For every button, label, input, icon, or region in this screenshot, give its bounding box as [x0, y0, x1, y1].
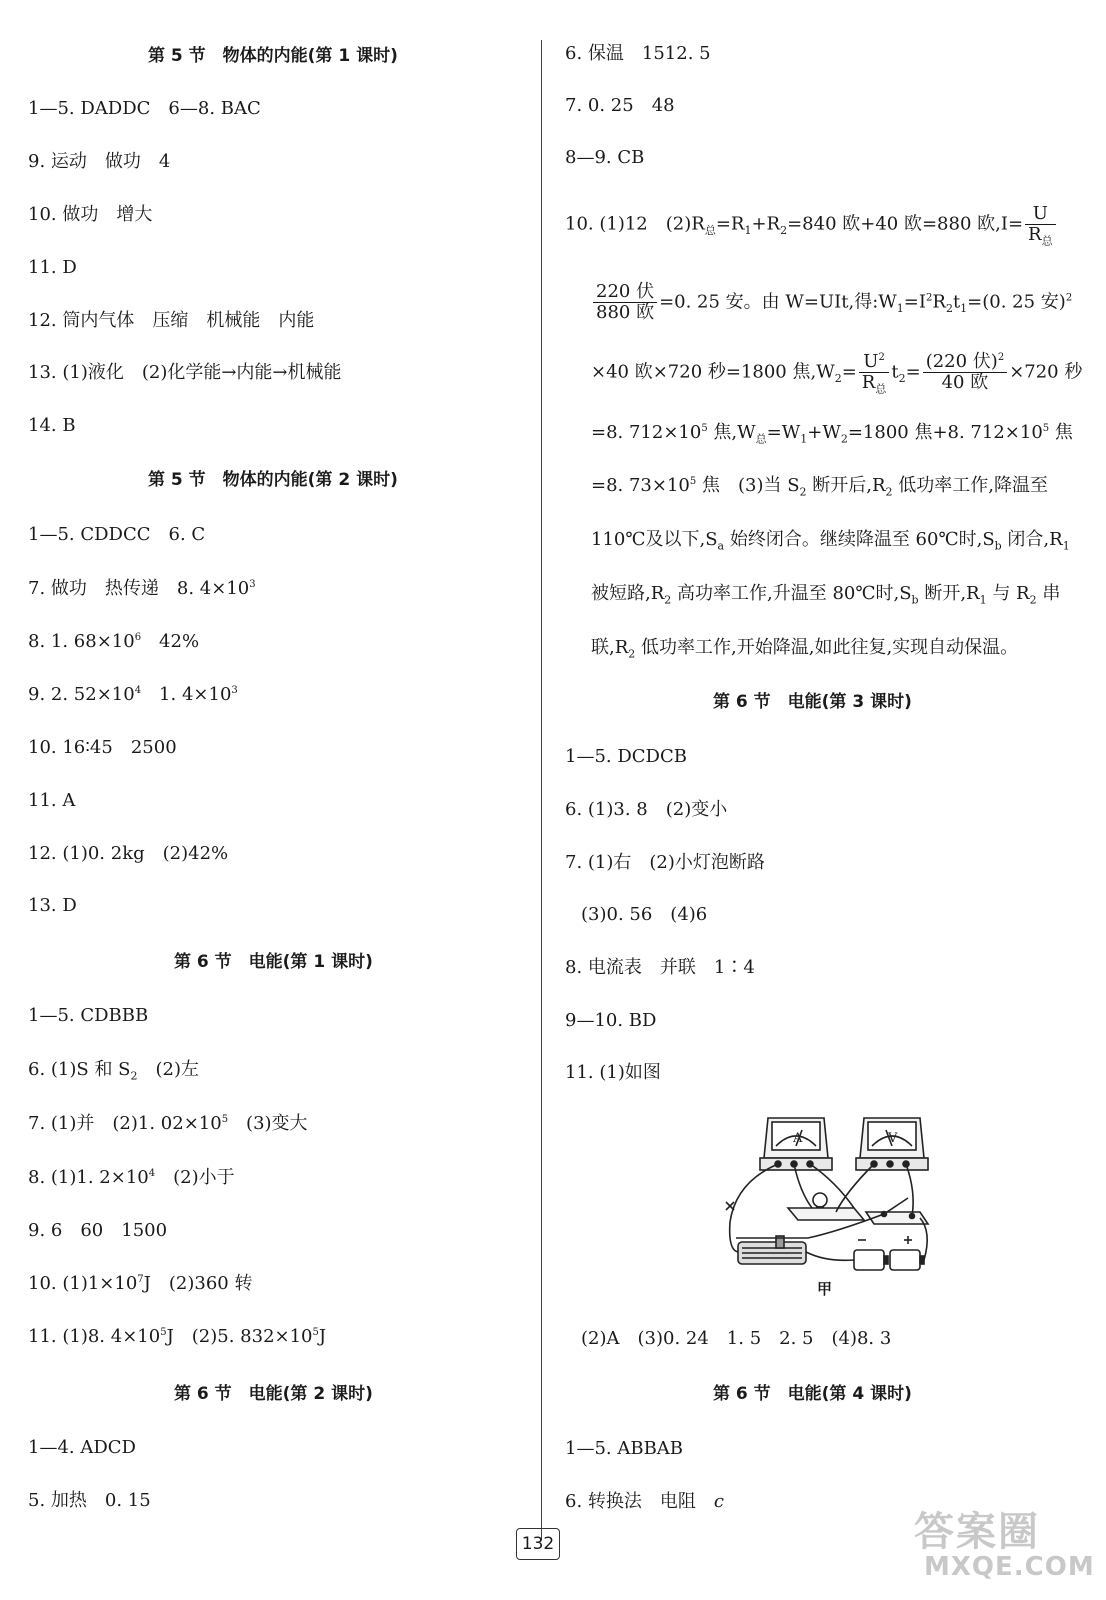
rheostat-icon — [736, 1236, 808, 1264]
answer-line: 11. (1)8. $4\times 10^5J$ (2)5. $832\times 10^5J$ — [28, 1326, 327, 1347]
answer-line: 1—5. CDDCC 6. C — [28, 524, 206, 545]
answer-line: =8. $73\times 10^5$ 焦 (3)当 $S_2$ 断开后$,R_2$ 低功率工作,降温至 — [591, 475, 1048, 499]
answer-line: 9. 6 60 1500 — [28, 1220, 168, 1241]
answer-line: 6. (1)S 和 $S_2$ (2)左 — [28, 1059, 199, 1083]
answer-line: 8. 1. $68\times 10^6$ 42% — [28, 631, 200, 652]
answer-line: 14. B — [28, 415, 76, 436]
figure-caption: 甲 — [817, 1280, 833, 1298]
answer-line: 6. (1)3. 8 (2)变小 — [565, 799, 728, 820]
switch-icon — [866, 1198, 928, 1224]
answer-line: 7. 做功 热传递 8. $4\times 10^3$ — [28, 578, 256, 599]
answer-line: 11. A — [28, 790, 76, 811]
answer-line: ×40 欧×720 秒=1800 焦$,W_2=$ $\frac{U^2}{R_总}$ $t_2=$ $\frac{(220 伏)^2}{\text{40 欧}}$ ×720 秒 — [591, 351, 1083, 396]
answer-line: 11. D — [28, 257, 77, 278]
section-heading: 第 6 节 电能(第 2 课时) — [174, 1384, 373, 1404]
answer-line: (2)A (3)0. 24 1. 5 2. 5 (4)8. 3 — [581, 1328, 892, 1349]
answer-line: 8—9. CB — [565, 147, 645, 168]
answer-line: 13. (1)液化 (2)化学能→内能→机械能 — [28, 362, 342, 383]
answer-line: 8. 电流表 并联 1∶4 — [565, 957, 755, 978]
answer-line: 10. 做功 增大 — [28, 204, 153, 225]
fraction: $\frac{(220 伏)^2}{\text{40 欧}}$ — [923, 352, 1008, 393]
battery-icon — [854, 1236, 924, 1270]
answer-line: 10. 16∶45 2500 — [28, 737, 177, 758]
answer-line: 8. (1)1. $2\times 10^4$ (2)小于 — [28, 1167, 235, 1188]
answer-line: 1—5. DADDC 6—8. BAC — [28, 98, 261, 119]
answer-line: 1—5. ABBAB — [565, 1438, 684, 1459]
answer-line: (3)0. 56 (4)6 — [581, 904, 708, 925]
section-heading: 第 5 节 物体的内能(第 1 课时) — [148, 46, 398, 66]
answer-line: 6. 保温 1512. 5 — [565, 43, 711, 64]
answer-line: 被短路$,R_2$ 高功率工作,升温至 80℃时$,S_b$ 断开$,R_1$ 与 $R_2$ 串 — [591, 583, 1061, 607]
answer-line: 1—5. DCDCB — [565, 746, 687, 767]
answer-line: 9—10. BD — [565, 1010, 657, 1031]
answer-line: 7. 0. 25 48 — [565, 95, 675, 116]
section-heading: 第 5 节 物体的内能(第 2 课时) — [148, 470, 398, 490]
answer-line: 5. 加热 0. 15 — [28, 1490, 151, 1511]
answer-line: 12. (1)0. 2kg (2)42% — [28, 843, 229, 864]
section-heading: 第 6 节 电能(第 3 课时) — [713, 692, 912, 712]
answer-line: $\frac{\text{220 伏}}{\text{880 欧}}$ =0. 25 安。由 W=UIt,得$:W_1=I^2R_2t_1=(0$. 25 安)$^2$ — [591, 282, 1072, 323]
fraction: $\frac{U}{R_总}$ — [1025, 204, 1056, 245]
answer-line: 1—4. ADCD — [28, 1437, 136, 1458]
page-number: 132 — [516, 1528, 560, 1560]
watermark-logo: 答案圈 MXQE.COM — [914, 1509, 1095, 1582]
answer-line: 13. D — [28, 895, 77, 916]
answer-line: =8. $712\times 10^5$ 焦$,W_总=W_1+W_2=1800$ 焦+8. $712\times 10^5$ 焦 — [591, 422, 1073, 446]
answer-line: 110℃及以下$,S_a$ 始终闭合。继续降温至 60℃时$,S_b$ 闭合$,R_1$ — [591, 529, 1070, 553]
answer-line: 7. (1)并 (2)1. $02\times 10^5$ (3)变大 — [28, 1113, 308, 1134]
answer-line: 联$,R_2$ 低功率工作,开始降温,如此往复,实现自动保温。 — [591, 637, 1019, 661]
fraction: $\frac{\text{220 伏}}{\text{880 欧}}$ — [593, 282, 657, 323]
answer-line: 11. (1)如图 — [565, 1062, 661, 1083]
answer-line: 12. 筒内气体 压缩 机械能 内能 — [28, 310, 315, 331]
answer-line: 6. 转换法 电阻 c — [565, 1491, 724, 1512]
section-heading: 第 6 节 电能(第 4 课时) — [713, 1384, 912, 1404]
answer-line: 9. 运动 做功 4 — [28, 151, 171, 172]
answer-line: 1—5. CDBBB — [28, 1005, 149, 1026]
circuit-diagram — [716, 1112, 934, 1292]
fraction: $\frac{U^2}{R_总}$ — [859, 352, 890, 393]
answer-line: 10. (1)12 $(2)R_总=R_1+R_2=840$ 欧+40 欧=880 欧,I= $\frac{U}{R_总}$ — [565, 204, 1058, 245]
section-heading: 第 6 节 电能(第 1 课时) — [174, 952, 373, 972]
column-divider — [541, 40, 542, 1540]
answer-line: 7. (1)右 (2)小灯泡断路 — [565, 852, 765, 873]
ammeter-label: A — [793, 1131, 803, 1146]
answer-line: 10. $(1)1\times 10^7J$ (2)360 转 — [28, 1273, 253, 1294]
answer-line: 9. 2. $52\times 10^4$ 1. $4\times 10^3$ — [28, 684, 238, 705]
voltmeter-label: V — [888, 1131, 898, 1146]
